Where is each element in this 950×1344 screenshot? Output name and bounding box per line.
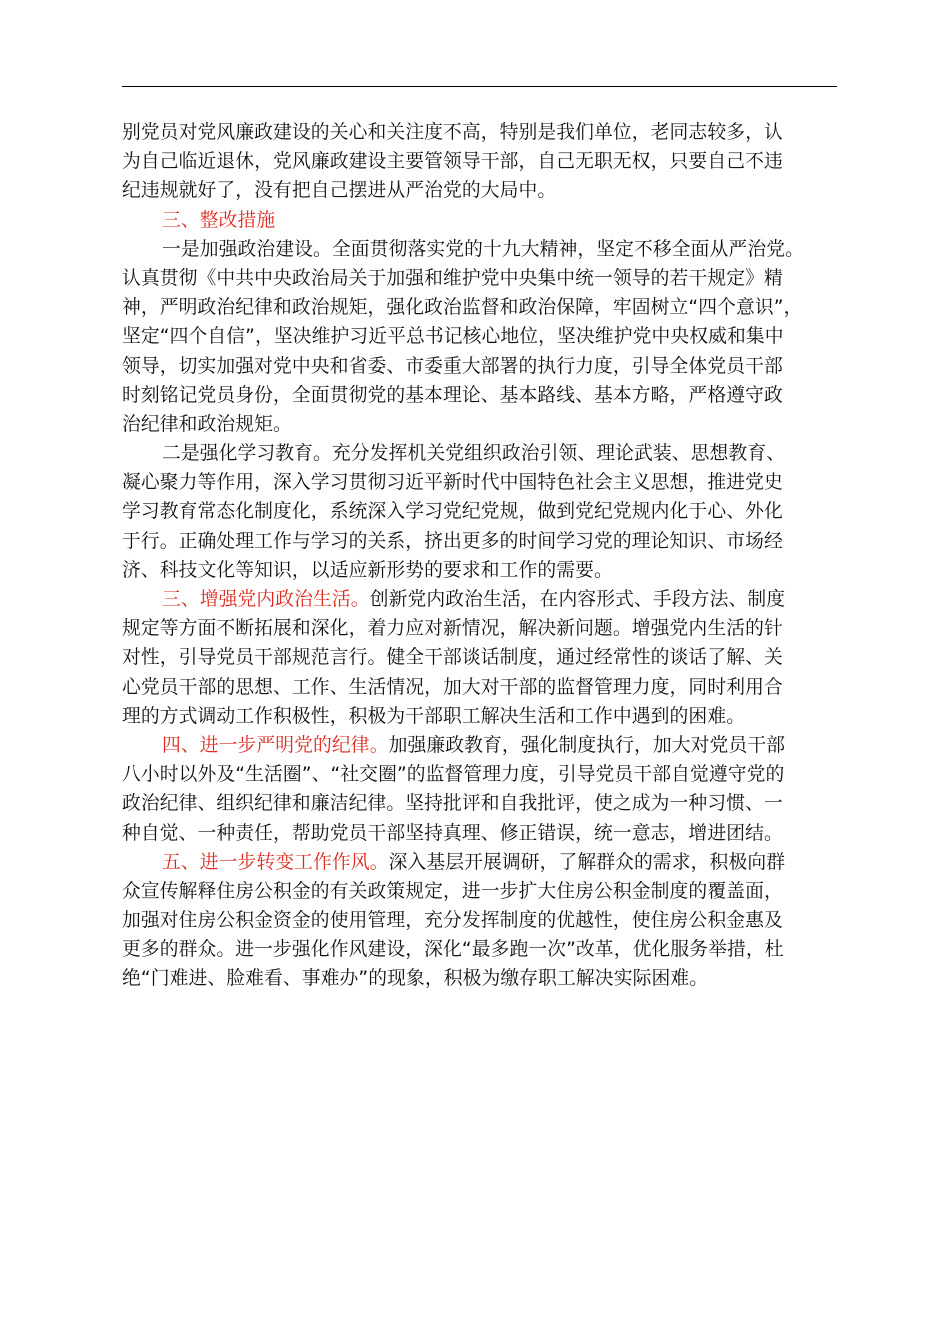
header-rule [122, 86, 837, 87]
text-line: 政治纪律、组织纪律和廉洁纪律。坚持批评和自我批评，使之成为一种习惯、一 [122, 793, 783, 815]
text-line: 学习教育常态化制度化，系统深入学习党纪党规，做到党纪党规内化于心、外化 [122, 501, 783, 523]
text-line: 领导，切实加强对党中央和省委、市委重大部署的执行力度，引导全体党员干部 [122, 355, 783, 377]
item-lead-red: 三、增强党内政治生活。 [162, 589, 370, 610]
text-line: 凝心聚力等作用，深入学习贯彻习近平新时代中国特色社会主义思想，推进党史 [122, 472, 783, 494]
text-line: 坚定“四个自信”，坚决维护习近平总书记核心地位，坚决维护党中央权威和集中 [122, 326, 784, 348]
text-line: 别党员对党风廉政建设的关心和关注度不高，特别是我们单位，老同志较多，认 [122, 122, 783, 143]
text-line: 更多的群众。进一步强化作风建设，深化“最多跑一次”改革，优化服务举措，杜 [122, 939, 784, 961]
text-line [122, 585, 837, 614]
item-lead-rest: 加强廉政教育，强化制度执行，加大对党员干部 [388, 734, 786, 756]
text-line: 理的方式调动工作积极性，积极为干部职工解决生活和工作中遇到的困难。 [122, 705, 746, 727]
section-heading-row [122, 206, 837, 235]
text-line: 二是强化学习教育。充分发挥机关党组织政治引领、理论武装、思想教育、 [162, 443, 786, 465]
paragraph-political-life [122, 585, 837, 731]
paragraph-continuation [122, 118, 837, 206]
paragraph-discipline [122, 731, 837, 848]
text-line: 种自觉、一种责任，帮助党员干部坚持真理、修正错误，统一意志，增进团结。 [122, 822, 783, 844]
text-line: 八小时以外及“生活圈”、“社交圈”的监督管理力度，引导党员干部自觉遵守党的 [122, 764, 785, 786]
paragraph-study-education [122, 439, 837, 585]
text-line: 绝“门难进、脸难看、事难办”的现象，积极为缴存职工解决实际困难。 [122, 968, 709, 990]
text-line: 规定等方面不断拓展和深化，着力应对新情况，解决新问题。增强党内生活的针 [122, 618, 783, 640]
text-line: 一是加强政治建设。全面贯彻落实党的十九大精神，坚定不移全面从严治党。 [162, 238, 804, 260]
text-line: 对性，引导党员干部规范言行。健全干部谈话制度，通过经常性的谈话了解、关 [122, 647, 783, 669]
text-line [122, 731, 837, 760]
item-lead-rest: 深入基层开展调研，了解群众的需求，积极向群 [388, 851, 786, 873]
item-lead-rest: 创新党内政治生活，在内容形式、手段方法、制度 [369, 589, 786, 610]
text-line: 济、科技文化等知识，以适应新形势的要求和工作的需要。 [122, 559, 613, 581]
text-line: 为自己临近退休，党风廉政建设主要管领导干部，自己无职无权，只要自己不违 [122, 151, 783, 173]
text-line: 心党员干部的思想、工作、生活情况，加大对干部的监督管理力度，同时利用合 [122, 676, 783, 698]
text-line: 神，严明政治纪律和政治规矩，强化政治监督和政治保障，牢固树立“四个意识”， [122, 297, 803, 319]
section-heading: 三、整改措施 [162, 209, 276, 231]
paragraph-political-building [122, 235, 837, 439]
text-line: 治纪律和政治规矩。 [122, 413, 292, 435]
document-body [122, 118, 837, 994]
text-line [122, 848, 837, 877]
text-line: 认真贯彻《中共中央政治局关于加强和维护党中央集中统一领导的若干规定》精 [122, 267, 783, 289]
text-line: 纪违规就好了，没有把自己摆进从严治党的大局中。 [122, 180, 557, 202]
text-line: 于行。正确处理工作与学习的关系，挤出更多的时间学习党的理论知识、市场经 [122, 530, 783, 552]
item-lead-red: 四、进一步严明党的纪律。 [162, 734, 389, 756]
text-line: 加强对住房公积金资金的使用管理，充分发挥制度的优越性，使住房公积金惠及 [122, 910, 783, 932]
paragraph-work-style [122, 848, 837, 994]
text-line: 众宣传解释住房公积金的有关政策规定，进一步扩大住房公积金制度的覆盖面， [122, 880, 783, 902]
item-lead-red: 五、进一步转变工作作风。 [162, 851, 389, 873]
text-line: 时刻铭记党员身份，全面贯彻党的基本理论、基本路线、基本方略，严格遵守政 [122, 384, 783, 406]
